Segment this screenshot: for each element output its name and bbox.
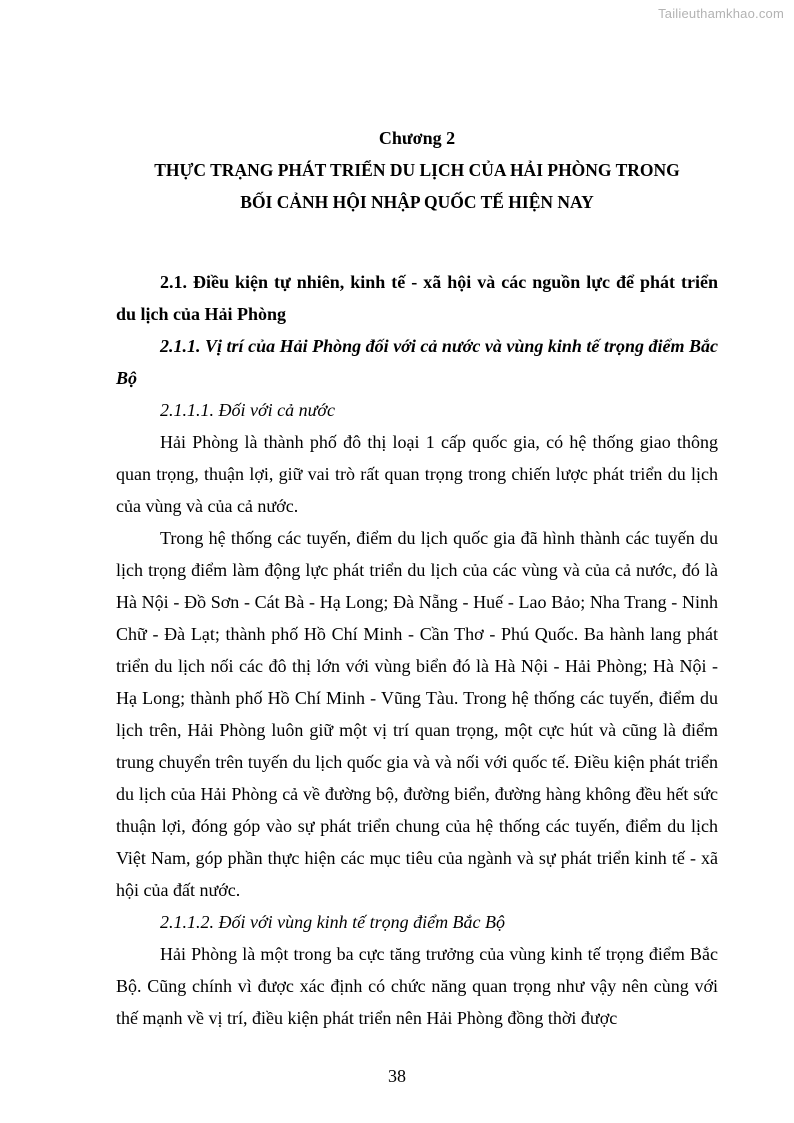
page-content — [116, 122, 718, 1034]
chapter-title-line-2: BỐI CẢNH HỘI NHẬP QUỐC TẾ HIỆN NAY — [240, 192, 594, 212]
section-heading-2-1-1: 2.1.1. Vị trí của Hải Phòng đối với cả nước và vùng kinh tế trọng điểm Bắc Bộ — [116, 336, 718, 388]
paragraph-2: Trong hệ thống các tuyến, điểm du lịch quốc gia đã hình thành các tuyến du lịch trọng điểm làm động lực phát triển du lịch của các vùng và của cả nước, đó là Hà Nội - Đồ Sơn - Cát Bà - Hạ Long; Đà Nẵng - Huế - Lao Bảo; Nha Trang - Ninh Chữ - Đà Lạt; thành phố Hồ Chí Minh - Cần Thơ - Phú Quốc. Ba hành lang phát triển du lịch nối các đô thị lớn với vùng biển đó là Hà Nội - Hải Phòng; Hà Nội - Hạ Long; thành phố Hồ Chí Minh - Vũng Tàu. Trong hệ thống các tuyến, điểm du lịch trên, Hải Phòng luôn giữ một vị trí quan trọng, một cực hút và cũng là điểm trung chuyển trên tuyến du lịch quốc gia và và nối với quốc tế. Điều kiện phát triển du lịch của Hải Phòng cả về đường bộ, đường biển, đường hàng không đều hết sức thuận lợi, đóng góp vào sự phát triển chung của hệ thống các tuyến, điểm du lịch Việt Nam, góp phần thực hiện các mục tiêu của ngành và sự phát triển kinh tế - xã hội của đất nước. — [116, 528, 718, 900]
section-heading-2-1-1-1: 2.1.1.1. Đối với cả nước — [160, 400, 335, 420]
spacer — [116, 218, 718, 266]
chapter-heading: Chương 2 — [378, 128, 456, 148]
paragraph-3: Hải Phòng là một trong ba cực tăng trưởng của vùng kinh tế trọng điểm Bắc Bộ. Cũng chính vì được xác định có chức năng quan trọng như vậy nên cùng với thế mạnh về vị trí, điều kiện phát triển nên Hải Phòng đồng thời được — [116, 944, 718, 1028]
page-number: 38 — [388, 1066, 406, 1086]
watermark-text: Tailieuthamkhao.com — [658, 6, 784, 21]
section-heading-2-1-1-2: 2.1.1.2. Đối với vùng kinh tế trọng điểm Bắc Bộ — [160, 912, 506, 932]
chapter-title-line-1: THỰC TRẠNG PHÁT TRIỂN DU LỊCH CỦA HẢI PHÒNG TRONG — [154, 160, 680, 180]
section-heading-2-1: 2.1. Điều kiện tự nhiên, kinh tế - xã hội và các nguồn lực để phát triển du lịch của Hải Phòng — [116, 272, 718, 324]
paragraph-1: Hải Phòng là thành phố đô thị loại 1 cấp quốc gia, có hệ thống giao thông quan trọng, thuận lợi, giữ vai trò rất quan trọng trong chiến lược phát triển du lịch của vùng và của cả nước. — [116, 432, 718, 516]
